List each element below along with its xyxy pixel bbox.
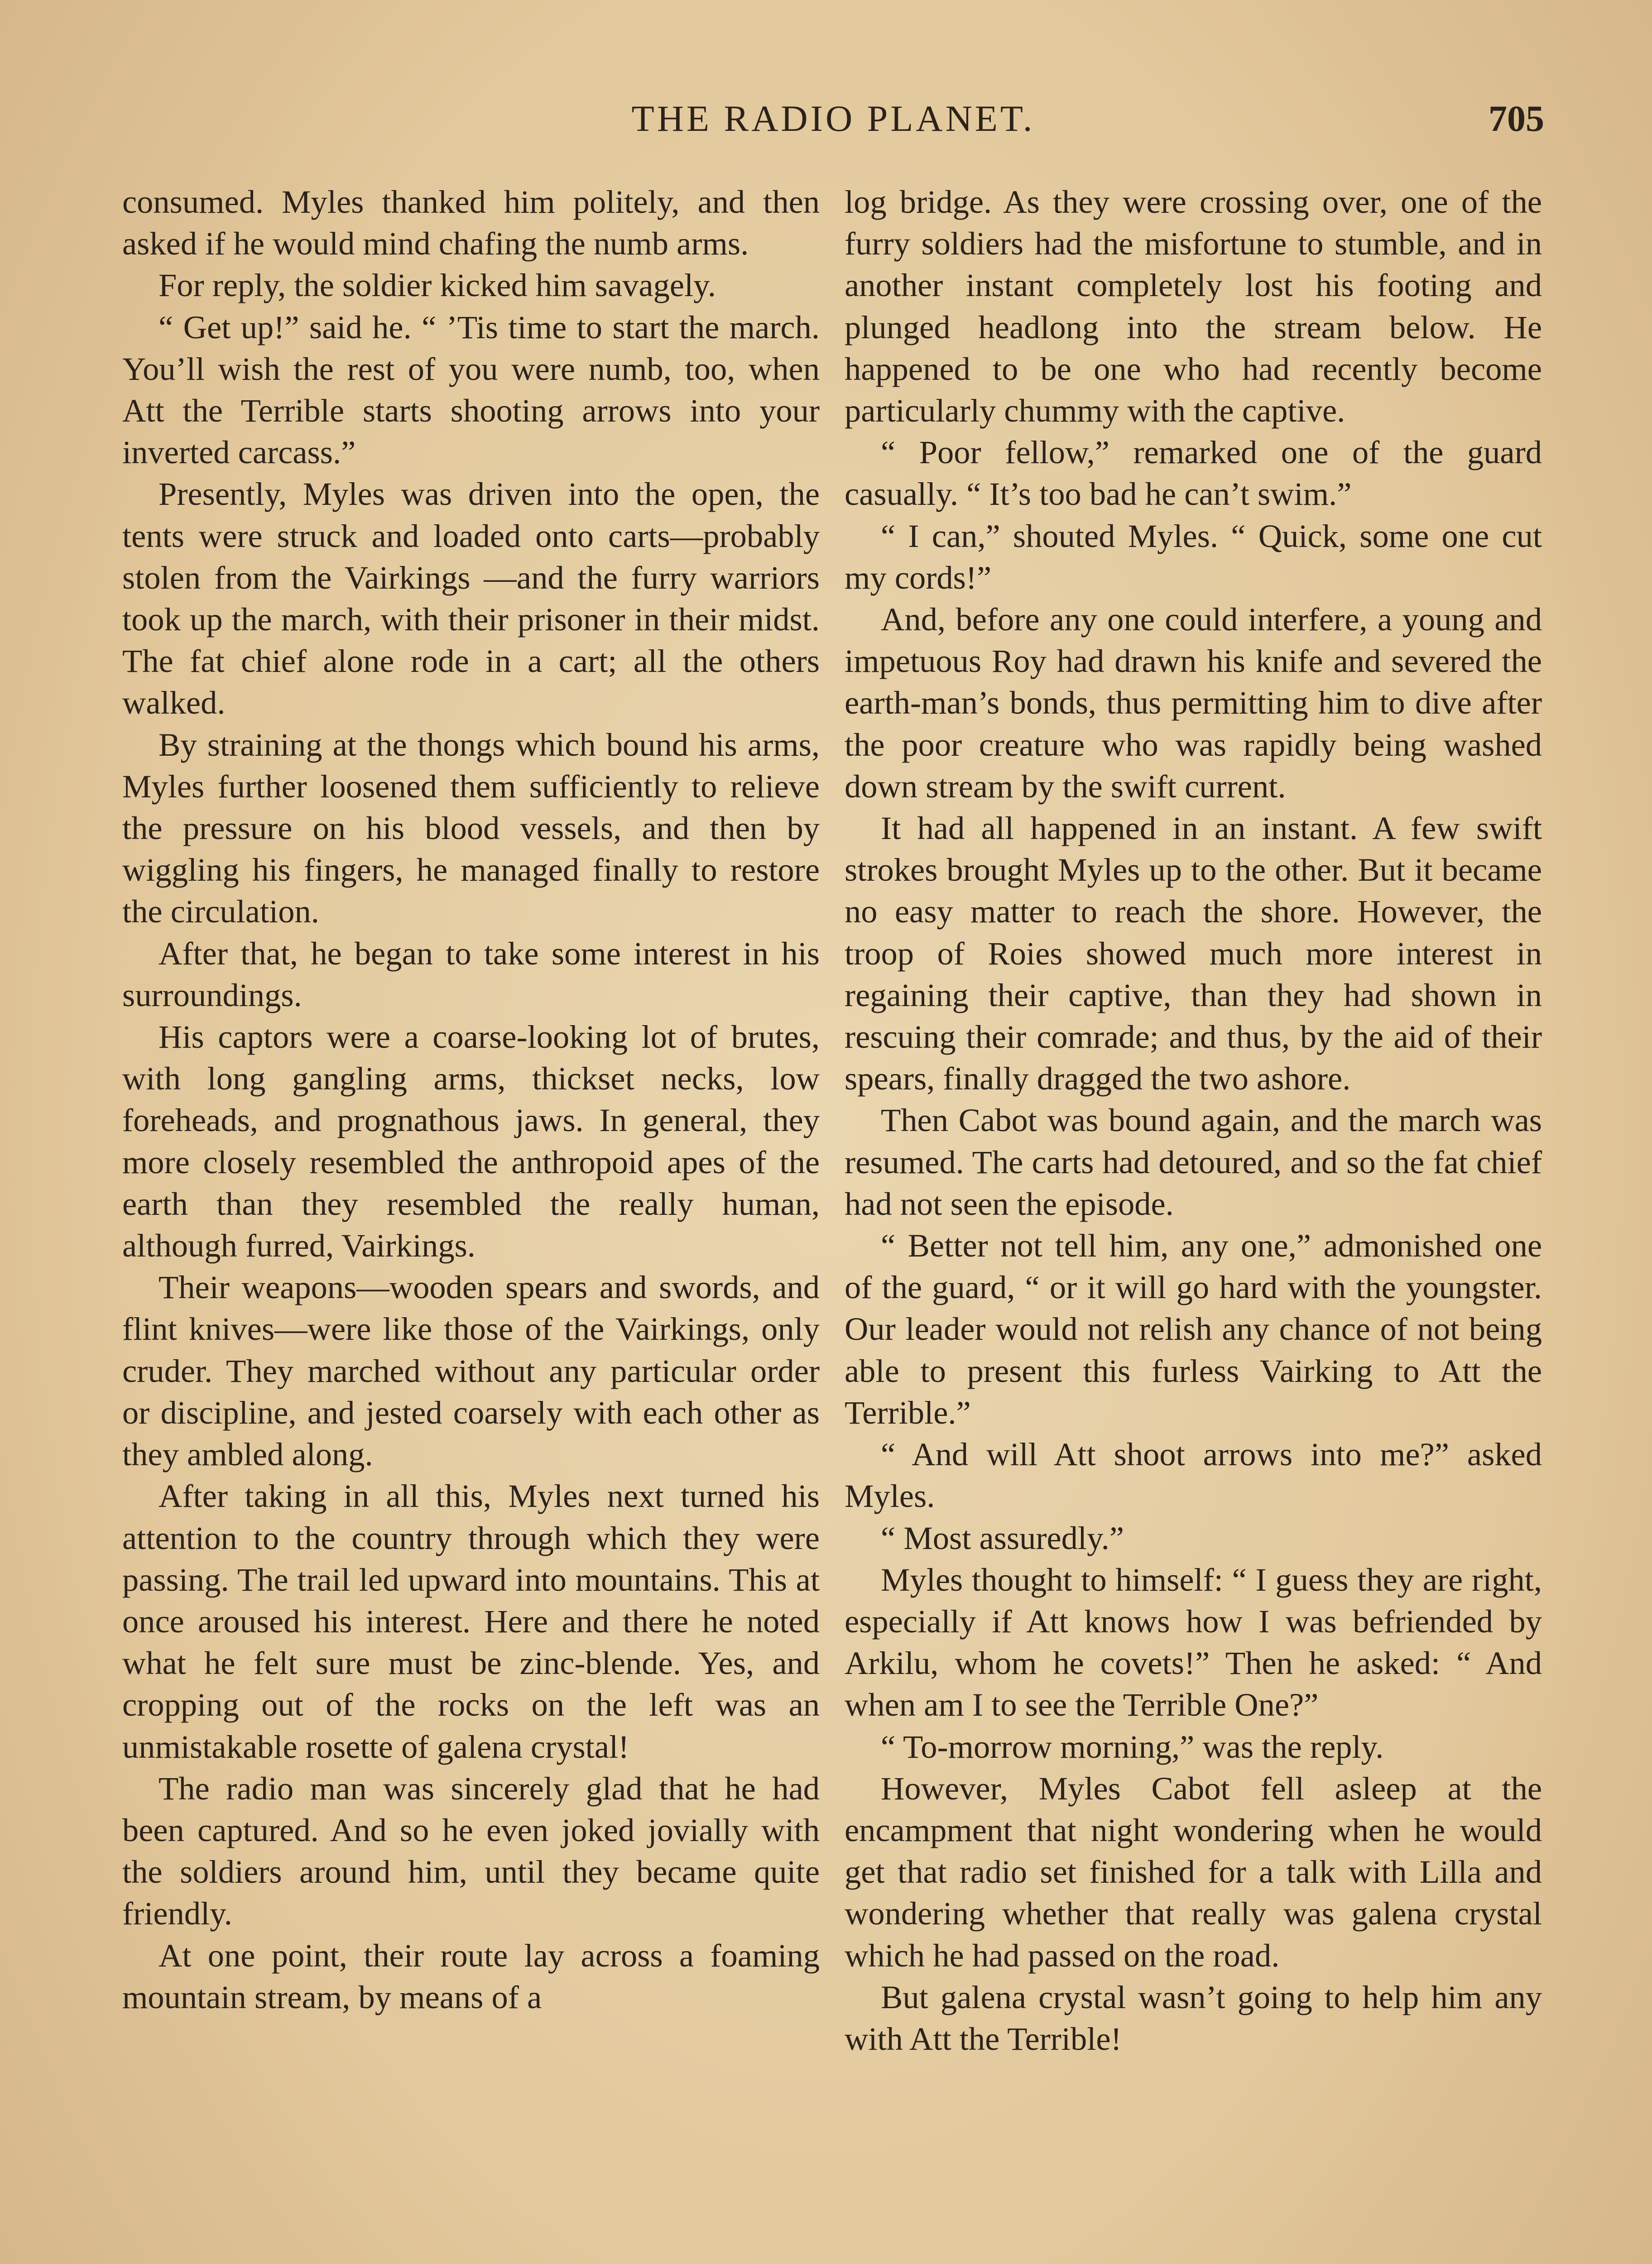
running-title: THE RADIO PLANET. xyxy=(631,98,1035,139)
left-column xyxy=(122,181,820,2018)
paragraph: But galena crystal wasn’t going to help him any with Att the Terrible! xyxy=(845,1978,1542,2057)
paragraph: log bridge. As they were crossing over, one of the furry soldiers had the misfortune to stumble, and in another instant completely lost his footing and plunged headlong into the stream below. He happened to be one who had recently become particularly chummy with the captive. xyxy=(845,183,1542,429)
paragraph: Then Cabot was bound again, and the march was resumed. The carts had detoured, and so the fat chief had not seen the episode. xyxy=(845,1102,1542,1222)
paragraph: The radio man was sincerely glad that he had been captured. And so he even joked jovially with the soldiers around him, until they became quite friendly. xyxy=(122,1770,820,1932)
paragraph: Presently, Myles was driven into the open, the tents were struck and loaded onto carts—probably stolen from the Vairkings —and the furry warriors took up the march, with their prisoner in their midst. The fat chief alone rode in a cart; all the others walked. xyxy=(122,475,820,721)
page-header xyxy=(122,97,1544,156)
paragraph: Myles thought to himself: “ I guess they are right, especially if Att knows how I was befriended by Arkilu, whom he covets!” Then he asked: “ And when am I to see the Terrible One?” xyxy=(845,1561,1542,1723)
paragraph: “ Better not tell him, any one,” admonished one of the guard, “ or it will go hard with the youngster. Our leader would not relish any chance of not being able to present this furless Vairking to Att the Terrible.” xyxy=(845,1227,1542,1431)
paragraph: By straining at the thongs which bound his arms, Myles further loosened them sufficiently to relieve the pressure on his blood vessels, and then by wiggling his fingers, he managed finally to restore the circulation. xyxy=(122,726,820,930)
paragraph: consumed. Myles thanked him politely, and then asked if he would mind chafing the numb arms. xyxy=(122,183,820,262)
paragraph: At one point, their route lay across a foaming mountain stream, by means of a xyxy=(122,1937,820,2015)
paragraph: It had all happened in an instant. A few swift strokes brought Myles up to the other. But it became no easy matter to reach the shore. However, the troop of Roies showed much more interest in regaining their captive, than they had shown in rescuing their comrade; and thus, by the aid of their spears, finally dragged the two ashore. xyxy=(845,810,1542,1097)
paragraph: “ I can,” shouted Myles. “ Quick, some one cut my cords!” xyxy=(845,517,1542,596)
paragraph: His captors were a coarse-looking lot of brutes, with long gangling arms, thickset necks, low foreheads, and prognathous jaws. In general, they more closely resembled the anthropoid apes of the earth than they resembled the really human, although furred, Vairkings. xyxy=(122,1018,820,1264)
paragraph: After taking in all this, Myles next turned his attention to the country through which they were passing. The trail led upward into mountains. This at once aroused his interest. Here and there he noted what he felt sure must be zinc-blende. Yes, and cropping out of the rocks on the left was an unmistakable rosette of galena crystal! xyxy=(122,1477,820,1765)
paragraph: “ Most assuredly.” xyxy=(881,1519,1124,1556)
paragraph: However, Myles Cabot fell asleep at the encampment that night wondering when he would get that radio set finished for a talk with Lilla and wondering whether that really was galena crystal which he had passed on the road. xyxy=(845,1770,1542,1974)
paragraph: For reply, the soldier kicked him savagely. xyxy=(158,267,716,304)
paragraph: “ Get up!” said he. “ ’Tis time to start the march. You’ll wish the rest of you were numb, too, when Att the Terrible starts shooting arrows into your inverted carcass.” xyxy=(122,308,820,471)
paragraph: “ And will Att shoot arrows into me?” asked Myles. xyxy=(845,1436,1542,1515)
paragraph: And, before any one could interfere, a young and impetuous Roy had drawn his knife and severed the earth-man’s bonds, thus permitting him to dive after the poor creature who was rapidly being washed down stream by the swift current. xyxy=(845,601,1542,805)
paragraph: “ To-morrow morning,” was the reply. xyxy=(881,1728,1384,1765)
paragraph: Their weapons—wooden spears and swords, and flint knives—were like those of the Vairkings, only cruder. They marched without any particular order or discipline, and jested coarsely with each other as they ambled along. xyxy=(122,1269,820,1473)
paragraph: After that, he began to take some interest in his surroundings. xyxy=(122,935,820,1013)
right-column xyxy=(845,181,1542,2060)
paragraph: “ Poor fellow,” remarked one of the guard casually. “ It’s too bad he can’t swim.” xyxy=(845,434,1542,513)
page-number: 705 xyxy=(1489,98,1544,139)
